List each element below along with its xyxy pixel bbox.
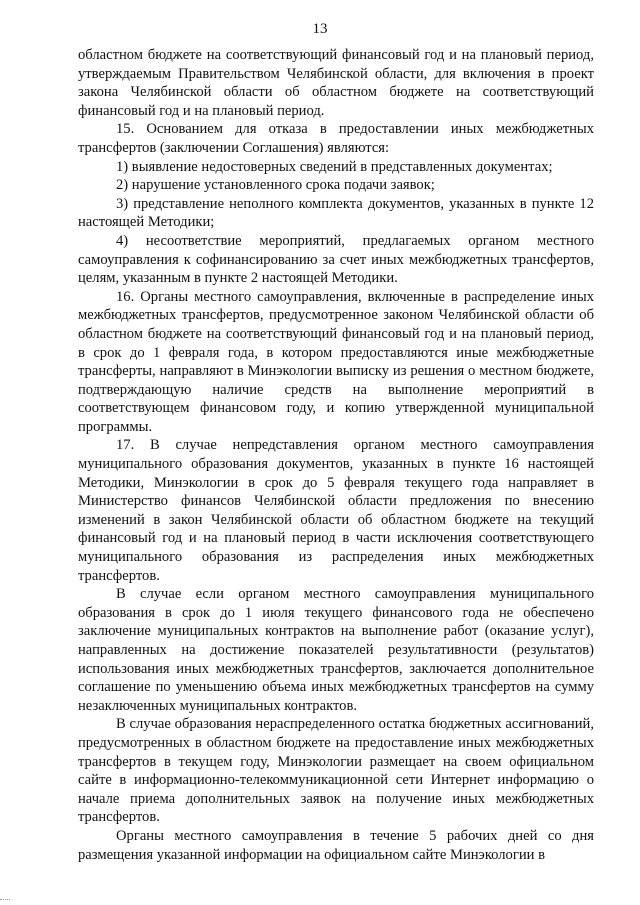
paragraph-local-authorities: Органы местного самоуправления в течение 5 рабочих дней со дня размещения указанной информации на официальном сайте Минэкологии в	[78, 827, 594, 863]
list-item-4: 4) несоответствие мероприятий, предлагаемых органом местного самоуправления к софинансированию за счет иных межбюджетных трансфертов, целям, указанным в пункте 2 настоящей Методики.	[78, 232, 594, 287]
paragraph-item-16: 16. Органы местного самоуправления, включенные в распределение иных межбюджетных трансфертов, предусмотренное законом Челябинской области об областном бюджете на соответствующий финансовый год и на плановый период, в срок до 1 февраля года, в котором предоставляются иные межбюджетные трансферты, направляют в Минэкологии выписку из решения о местном бюджете, подтверждающую наличие средств на выполнение мероприятий в соответствующем финансовом году, и копию утвержденной муниципальной программы.	[78, 288, 594, 435]
list-item-3: 3) представление неполного комплекта документов, указанных в пункте 12 настоящей Методики;	[78, 195, 594, 231]
paragraph-remaining-funds: В случае образования нераспределенного остатка бюджетных ассигнований, предусмотренных в областном бюджете на предоставление иных межбюджетных трансфертов в текущем году, Минэкологии размещает на своем официальном сайте в информационно-телекоммуникационной сети Интернет информацию о начале приема дополнительных заявок на получение иных межбюджетных трансфертов.	[78, 716, 594, 826]
paragraph-continuation: областном бюджете на соответствующий финансовый год и на плановый период, утверждаемым Правительством Челябинской области, для включения в проект закона Челябинской области об областном бюджете на соответствующий финансовый год и на плановый период.	[78, 47, 594, 119]
paragraph-contracts: В случае если органом местного самоуправления муниципального образования в срок до 1 июля текущего финансового года не обеспечено заключение муниципальных контрактов на выполнение работ (оказание услуг), направленных на достижение показателей результативности (результатов) использования иных межбюджетных трансфертов, заключается дополнительное соглашение по уменьшению объема иных межбюджетных трансфертов на сумму незаключенных муниципальных контрактов.	[78, 586, 594, 714]
page-number: 13	[312, 21, 328, 37]
scan-edge-mark	[0, 899, 10, 903]
paragraph-item-15: 15. Основанием для отказа в предоставлении иных межбюджетных трансфертов (заключении Соглашения) являются:	[78, 121, 594, 156]
list-item-2: 2) нарушение установленного срока подачи заявок;	[116, 177, 435, 194]
document-body	[78, 46, 594, 864]
paragraph-item-17: 17. В случае непредставления органом местного самоуправления муниципального образования документов, указанных в пункте 16 настоящей Методики, Минэкологии в срок до 5 февраля текущего года направляет в Министерство финансов Челябинской области предложения по внесению изменений в закон Челябинской области об областном бюджете на текущий финансовый год и на плановый период в части исключения соответствующего муниципального образования из распределения иных межбюджетных трансфертов.	[78, 437, 594, 584]
list-item-1: 1) выявление недостоверных сведений в представленных документах;	[116, 158, 553, 175]
